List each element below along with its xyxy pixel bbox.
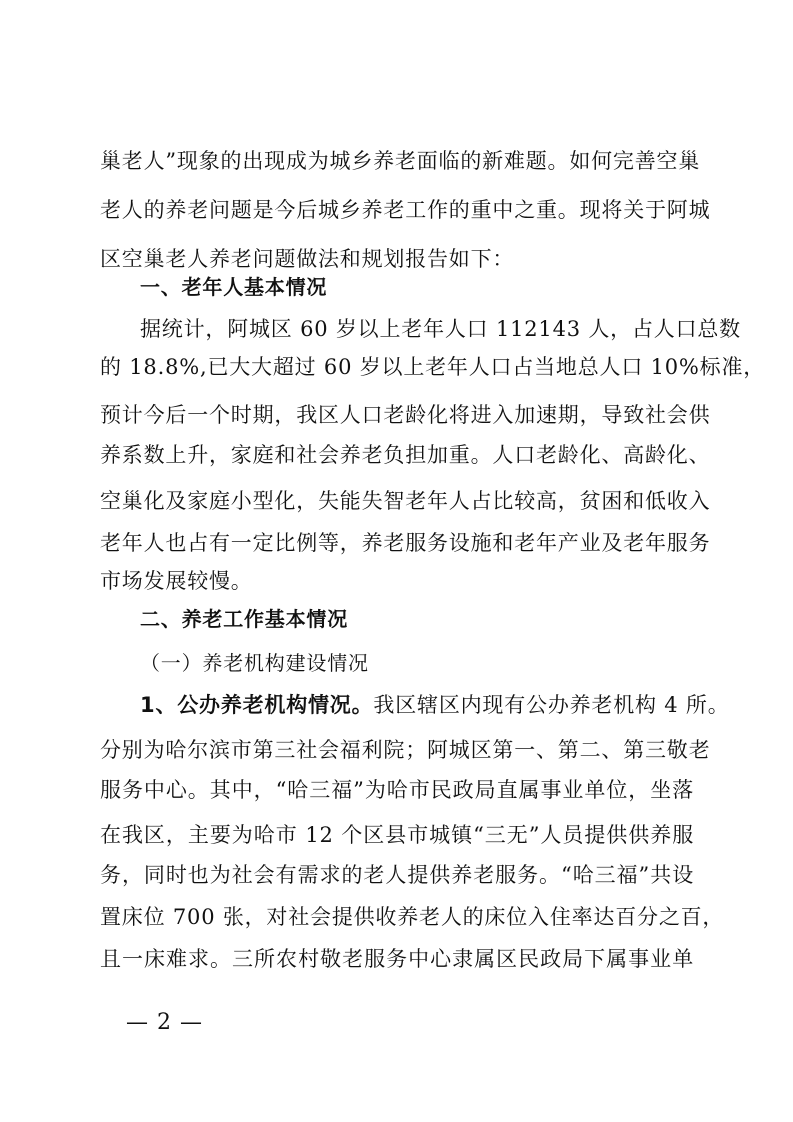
- section-heading-2: 二、养老工作基本情况: [140, 607, 348, 631]
- paragraph-line: 且一床难求。三所农村敬老服务中心隶属区民政局下属事业单: [100, 947, 694, 971]
- paragraph-line: 务，同时也为社会有需求的老人提供养老服务。“哈三福”共设: [100, 863, 694, 887]
- paragraph-line: 服务中心。其中，“哈三福”为哈市民政局直属事业单位，坐落: [100, 778, 694, 802]
- paragraph-line: 老年人也占有一定比例等，养老服务设施和老年产业及老年服务: [100, 531, 711, 555]
- paragraph-lead: 1、公办养老机构情况。: [140, 693, 374, 717]
- paragraph-line: 巢老人”现象的出现成为城乡养老面临的新难题。如何完善空巢: [100, 149, 701, 173]
- paragraph-line: 的 18.8%,已大大超过 60 岁以上老年人口占当地总人口 10%标准，: [100, 355, 766, 379]
- paragraph-line: 市场发展较慢。: [100, 569, 253, 593]
- paragraph-line: 置床位 700 张，对社会提供收养老人的床位入住率达百分之百，: [100, 905, 725, 929]
- subsection-heading: （一）养老机构建设情况: [140, 651, 369, 675]
- paragraph-line: 老人的养老问题是今后城乡养老工作的重中之重。现将关于阿城: [100, 198, 711, 222]
- paragraph-line: [140, 690, 730, 720]
- paragraph-line: 据统计，阿城区 60 岁以上老年人口 112143 人，占人口总数: [140, 317, 741, 341]
- paragraph-line: 分别为哈尔滨市第三社会福利院；阿城区第一、第二、第三敬老: [100, 738, 711, 762]
- paragraph-line: 区空巢老人养老问题做法和规划报告如下：: [100, 247, 515, 271]
- section-heading-1: 一、老年人基本情况: [140, 275, 328, 299]
- paragraph-line: 空巢化及家庭小型化，失能失智老年人占比较高，贫困和低收入: [100, 489, 711, 513]
- paragraph-line: 预计今后一个时期，我区人口老龄化将进入加速期，导致社会供: [100, 403, 711, 427]
- page-number: — 2 —: [126, 1010, 203, 1035]
- paragraph-line: 在我区，主要为哈市 12 个区县市城镇“三无”人员提供供养服: [100, 823, 694, 847]
- paragraph-text: 我区辖区内现有公办养老机构 4 所。: [373, 693, 730, 717]
- paragraph-line: 养系数上升，家庭和社会养老负担加重。人口老龄化、高龄化、: [100, 443, 711, 467]
